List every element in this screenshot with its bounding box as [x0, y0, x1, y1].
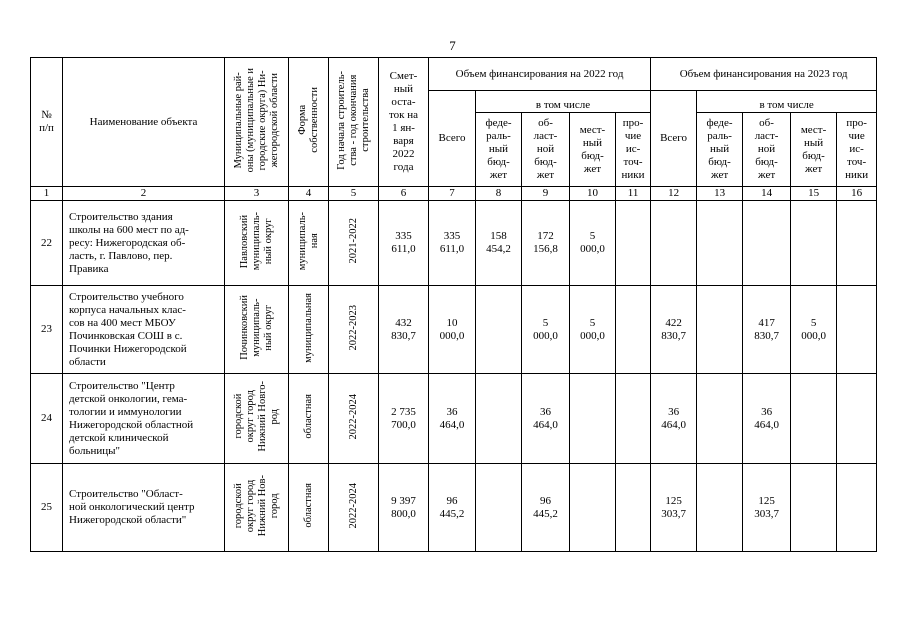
other-2022-cell [616, 374, 651, 464]
table-row [31, 464, 877, 552]
total-2023-cell: 422 830,7 [651, 286, 697, 374]
header-other-2023: про- чие ис- точ- ники [837, 113, 877, 187]
financing-table [30, 57, 877, 552]
estimate-cell: 9 397 800,0 [379, 464, 429, 552]
col-number: 5 [329, 187, 379, 201]
ownership-cell: областная [289, 374, 329, 464]
header-regional-2022: об- ласт- ной бюд- жет [522, 113, 570, 187]
total-2022-cell: 96 445,2 [429, 464, 476, 552]
col-number: 8 [476, 187, 522, 201]
federal-2022-cell [476, 374, 522, 464]
header-local-2023: мест- ный бюд- жет [791, 113, 837, 187]
years-cell: 2022-2023 [329, 286, 379, 374]
row-no: 23 [31, 286, 63, 374]
table-row [31, 286, 877, 374]
row-no: 24 [31, 374, 63, 464]
header-local-2022: мест- ный бюд- жет [570, 113, 616, 187]
col-number: 14 [743, 187, 791, 201]
table-row [31, 201, 877, 286]
col-number: 15 [791, 187, 837, 201]
other-2023-cell [837, 201, 877, 286]
district-cell: Павловский муниципаль- ный округ [225, 201, 289, 286]
local-2022-cell: 5 000,0 [570, 286, 616, 374]
header-fin-2023: Объем финансирования на 2023 год [651, 58, 877, 91]
federal-2023-cell [697, 201, 743, 286]
estimate-cell: 432 830,7 [379, 286, 429, 374]
federal-2022-cell [476, 286, 522, 374]
header-other-2022: про- чие ис- точ- ники [616, 113, 651, 187]
object-name: Строительство здания школы на 600 мест по ад- ресу: Нижегородская об- ласть, г. Павлово, пер. Правика [63, 201, 225, 286]
header-estimate: Смет- ный оста- ток на 1 ян- варя 2022 года [379, 58, 429, 187]
local-2022-cell: 5 000,0 [570, 201, 616, 286]
regional-2022-cell: 96 445,2 [522, 464, 570, 552]
header-regional-2023: об- ласт- ной бюд- жет [743, 113, 791, 187]
other-2022-cell [616, 464, 651, 552]
col-number: 9 [522, 187, 570, 201]
ownership-cell: областная [289, 464, 329, 552]
col-number: 10 [570, 187, 616, 201]
other-2023-cell [837, 286, 877, 374]
ownership-cell: муниципаль- ная [289, 201, 329, 286]
col-number: 2 [63, 187, 225, 201]
col-number: 16 [837, 187, 877, 201]
header-federal-2023: феде- раль- ный бюд- жет [697, 113, 743, 187]
header-federal-2022: феде- раль- ный бюд- жет [476, 113, 522, 187]
column-numbers-row [31, 187, 877, 201]
district-cell: городской округ город Нижний Нов- город [225, 464, 289, 552]
total-2023-cell: 125 303,7 [651, 464, 697, 552]
row-no: 22 [31, 201, 63, 286]
header-no: № п/п [31, 58, 63, 187]
other-2023-cell [837, 374, 877, 464]
header-row-1 [31, 58, 877, 91]
col-number: 6 [379, 187, 429, 201]
district-cell: Починковский муниципаль- ный округ [225, 286, 289, 374]
object-name: Строительство "Центр детской онкологии, гема- тологии и иммунологии Нижегородской областной детской клинической больницы" [63, 374, 225, 464]
header-name: Наименование объекта [63, 58, 225, 187]
col-number: 12 [651, 187, 697, 201]
col-number: 1 [31, 187, 63, 201]
total-2022-cell: 36 464,0 [429, 374, 476, 464]
other-2022-cell [616, 201, 651, 286]
district-cell: городской округ город Нижний Новго- род [225, 374, 289, 464]
header-incl-2023: в том числе [697, 91, 877, 113]
regional-2022-cell: 36 464,0 [522, 374, 570, 464]
federal-2023-cell [697, 286, 743, 374]
object-name: Строительство учебного корпуса начальных клас- сов на 400 мест МБОУ Починковская СОШ в с. Починки Нижегородской области [63, 286, 225, 374]
regional-2023-cell: 417 830,7 [743, 286, 791, 374]
header-fin-2022: Объем финансирования на 2022 год [429, 58, 651, 91]
estimate-cell: 2 735 700,0 [379, 374, 429, 464]
ownership-cell: муниципальная [289, 286, 329, 374]
col-number: 4 [289, 187, 329, 201]
years-cell: 2022-2024 [329, 464, 379, 552]
local-2022-cell [570, 464, 616, 552]
regional-2022-cell: 5 000,0 [522, 286, 570, 374]
row-no: 25 [31, 464, 63, 552]
local-2023-cell: 5 000,0 [791, 286, 837, 374]
col-number: 7 [429, 187, 476, 201]
local-2023-cell [791, 464, 837, 552]
header-ownership: Форма собственности [289, 58, 329, 187]
header-incl-2022: в том числе [476, 91, 651, 113]
col-number: 11 [616, 187, 651, 201]
federal-2022-cell [476, 464, 522, 552]
col-number: 13 [697, 187, 743, 201]
federal-2023-cell [697, 374, 743, 464]
total-2023-cell [651, 201, 697, 286]
years-cell: 2022-2024 [329, 374, 379, 464]
other-2022-cell [616, 286, 651, 374]
local-2023-cell [791, 374, 837, 464]
total-2022-cell: 335 611,0 [429, 201, 476, 286]
total-2022-cell: 10 000,0 [429, 286, 476, 374]
regional-2023-cell: 36 464,0 [743, 374, 791, 464]
estimate-cell: 335 611,0 [379, 201, 429, 286]
header-years: Год начала строитель- ства - год окончания строительства [329, 58, 379, 187]
regional-2023-cell [743, 201, 791, 286]
local-2023-cell [791, 201, 837, 286]
regional-2023-cell: 125 303,7 [743, 464, 791, 552]
other-2023-cell [837, 464, 877, 552]
federal-2022-cell: 158 454,2 [476, 201, 522, 286]
header-total-2022: Всего [429, 91, 476, 187]
years-cell: 2021-2022 [329, 201, 379, 286]
object-name: Строительство "Област- ной онкологический центр Нижегородской области" [63, 464, 225, 552]
page-number: 7 [449, 38, 456, 53]
table-row [31, 374, 877, 464]
regional-2022-cell: 172 156,8 [522, 201, 570, 286]
total-2023-cell: 36 464,0 [651, 374, 697, 464]
header-district: Муниципальные рай- оны (муниципальные и городские округа) Ни- жегородской области [225, 58, 289, 187]
header-total-2023: Всего [651, 91, 697, 187]
col-number: 3 [225, 187, 289, 201]
federal-2023-cell [697, 464, 743, 552]
local-2022-cell [570, 374, 616, 464]
